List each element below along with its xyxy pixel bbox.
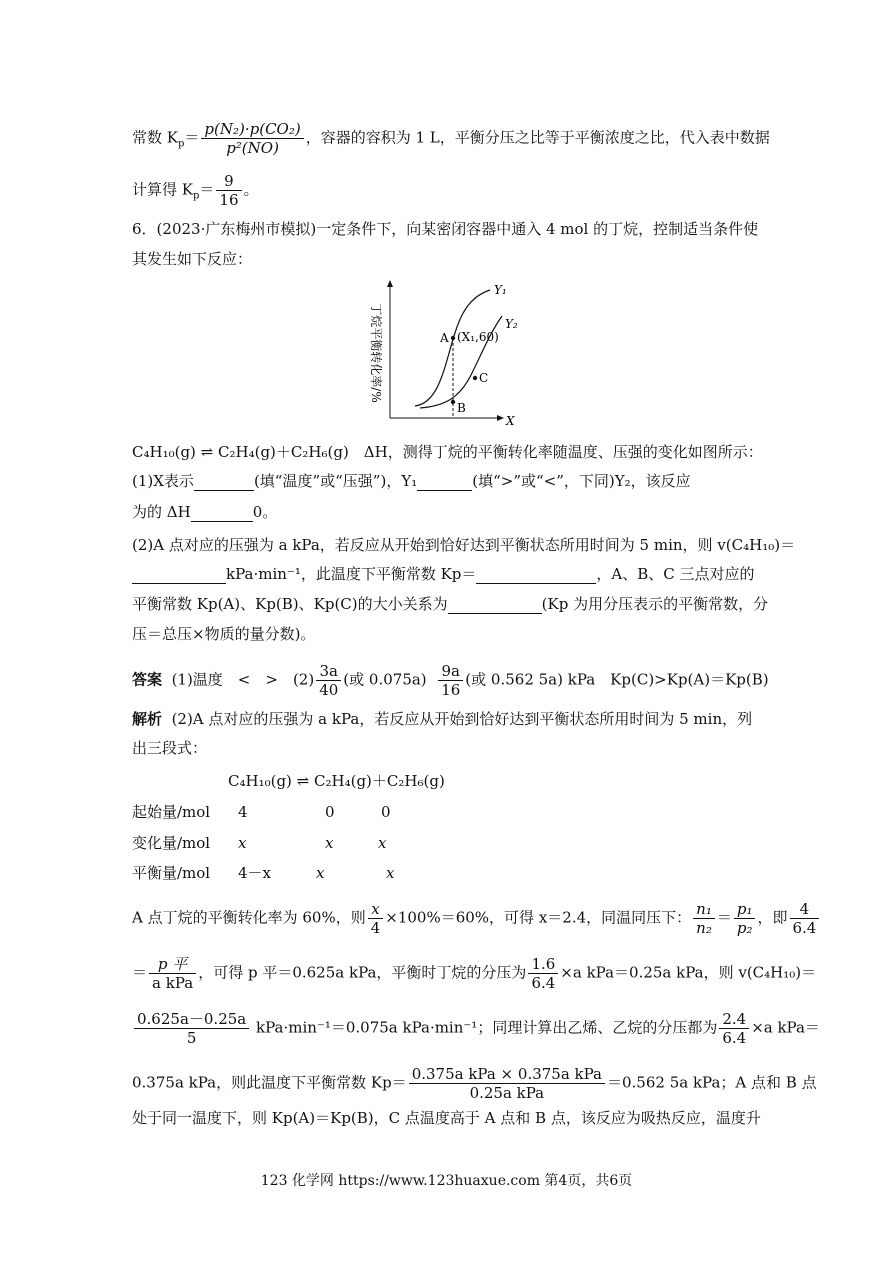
row-eq-c3: x	[386, 864, 395, 882]
blank-rate[interactable]	[132, 567, 226, 584]
answer-text-1: (1)温度 < > (2)	[171, 670, 315, 689]
analysis-l4-b: ，可得 p 平＝0.625a kPa，平衡时丁烷的分压为	[198, 963, 527, 982]
point-a-coord: (X₁,60)	[457, 330, 499, 344]
l5-frac-2	[719, 1010, 749, 1047]
l4-frac-1-num: p 平	[149, 955, 196, 974]
x-axis-arrow-icon	[497, 415, 504, 421]
analysis-line-1	[132, 709, 752, 729]
kp-result-sub: p	[192, 190, 200, 202]
curve-y2-label: Y₂	[505, 317, 518, 331]
blank-y1-y2[interactable]	[417, 474, 472, 491]
l4-frac-1-den: a kPa	[152, 974, 194, 992]
kp-result-fraction	[216, 172, 241, 209]
answer-line	[132, 662, 769, 699]
part-2-text-d: 平衡常数 Kp(A)、Kp(B)、Kp(C)的大小关系为	[132, 595, 448, 613]
part-1-line-2	[132, 502, 277, 522]
l5-frac-1	[134, 1010, 249, 1047]
answer-frac-2-num: 9a	[438, 662, 463, 681]
curve-y1-label: Y₁	[494, 283, 507, 297]
l4-frac-2-num: 1.6	[528, 955, 558, 974]
l4-frac-1	[149, 955, 196, 992]
page-footer: 123 化学网 https://www.123huaxue.com 第4页，共6页	[260, 1173, 633, 1189]
kp-result-den: 16	[219, 191, 239, 209]
row-start-c1: 4	[238, 803, 248, 821]
row-label: 变化量/mol	[132, 834, 211, 852]
analysis-line-7: 处于同一温度下，则 Kp(A)＝Kp(B)，C 点温度高于 A 点和 B 点，该反应为吸热反应，温度升	[132, 1109, 761, 1127]
kp-result-label: 计算得 K	[132, 180, 193, 199]
analysis-line-6	[132, 1065, 817, 1102]
l3-frac-4-den: 6.4	[792, 919, 817, 937]
analysis-text-1: (2)A 点对应的压强为 a kPa，若反应从开始到恰好达到平衡状态所用时间为 5 min，列	[171, 710, 753, 728]
point-b-label: B	[457, 401, 466, 415]
analysis-l5-b: ×a kPa＝	[751, 1018, 820, 1037]
l4-frac-2-den: 6.4	[531, 974, 556, 992]
part-1-text-e: 0。	[252, 503, 278, 521]
analysis-l3-d: ，即	[757, 908, 788, 927]
analysis-l6-b: ＝0.562 5a kPa；A 点和 B 点	[607, 1073, 817, 1092]
answer-frac-1	[316, 662, 341, 699]
part-2-text-b: kPa·min⁻¹，此温度下平衡常数 Kp＝	[226, 565, 477, 583]
table-row-equilibrium	[132, 863, 210, 883]
answer-text-2: (或 0.075a)	[343, 670, 427, 689]
kp-fraction	[201, 120, 303, 157]
row-change-c1: x	[238, 834, 247, 852]
analysis-l6-a: 0.375a kPa，则此温度下平衡常数 Kp＝	[132, 1073, 407, 1092]
kp-fraction-den: p²(NO)	[226, 139, 279, 157]
part-1-line-1	[132, 471, 691, 491]
l3-frac-3-den: p₂	[736, 919, 753, 937]
l3-frac-4	[790, 900, 820, 937]
intro-line-1: 常数 $K_p=$ $\frac{\text{p(N₂)·p(CO₂)}}{\text{p²(NO)}}$ ，容器的容积为 1 L，平衡分压之比等于平衡浓度之比，代入表中数据	[132, 120, 770, 157]
part-1-text-c: (填“>”或“<”，下同)Y₂，该反应	[472, 472, 691, 490]
analysis-line-4	[132, 955, 816, 992]
point-a	[451, 336, 455, 340]
answer-frac-1-den: 40	[319, 681, 339, 699]
l3-frac-4-num: 4	[790, 900, 820, 919]
l5-frac-2-den: 6.4	[722, 1029, 747, 1047]
row-start-c2: 0	[325, 803, 335, 821]
l6-frac	[409, 1065, 605, 1102]
blank-kp-order[interactable]	[448, 597, 542, 614]
l3-frac-2-den: n₂	[696, 919, 712, 937]
l3-frac-1	[368, 900, 384, 937]
blank-delta-h[interactable]	[191, 505, 253, 522]
analysis-l5-a: kPa·min⁻¹＝0.075a kPa·min⁻¹；同理计算出乙烯、乙烷的分压都为	[251, 1018, 718, 1037]
row-change-c2: x	[325, 834, 334, 852]
row-start-c3: 0	[381, 803, 391, 821]
l5-frac-1-den: 5	[186, 1029, 197, 1047]
analysis-l3-a: A 点丁烷的平衡转化率为 60%，则	[132, 908, 366, 927]
analysis-l4-a: ＝	[132, 963, 148, 982]
table-header: C₄H₁₀(g) ⇌ C₂H₄(g)＋C₂H₆(g)	[228, 772, 445, 790]
analysis-line-5	[132, 1010, 820, 1047]
intro-line-2-suffix: 。	[243, 180, 259, 199]
blank-x[interactable]	[194, 474, 254, 491]
row-eq-c1: 4－x	[238, 864, 272, 882]
analysis-label: 解析	[132, 710, 163, 728]
l4-frac-2	[528, 955, 558, 992]
answer-frac-2-den: 16	[441, 681, 461, 699]
analysis-line-3	[132, 900, 821, 937]
l5-frac-2-num: 2.4	[719, 1010, 749, 1029]
l3-frac-1-num: x	[368, 900, 384, 919]
l3-frac-2	[693, 900, 715, 937]
part-2-line-2	[132, 564, 755, 584]
row-label: 起始量/mol	[132, 803, 211, 821]
answer-frac-1-num: 3a	[316, 662, 341, 681]
question-6-line-2: 其发生如下反应：	[132, 250, 253, 268]
kp-sub: p	[177, 138, 185, 150]
l3-frac-2-num: n₁	[693, 900, 715, 919]
table-row-change	[132, 833, 210, 853]
answer-frac-2	[438, 662, 463, 699]
analysis-line-2: 出三段式：	[132, 739, 208, 757]
part-2-line-3	[132, 594, 768, 614]
part-2-text-c: ，A、B、C 三点对应的	[596, 565, 755, 583]
question-6-line-1: 6．(2023·广东梅州市模拟)一定条件下，向某密闭容器中通入 4 mol 的丁烷，控制适当条件使	[132, 220, 759, 238]
part-2-line-4: 压＝总压×物质的量分数)。	[132, 625, 316, 643]
l3-frac-3-num: p₁	[734, 900, 756, 919]
analysis-l3-b: ×100%＝60%，可得 x＝2.4，同温同压下：	[385, 908, 692, 927]
point-a-label: A	[440, 331, 449, 345]
part-2-text-e: (Kp 为用分压表示的平衡常数，分	[541, 595, 769, 613]
conversion-chart	[360, 278, 530, 428]
answer-label: 答案	[132, 670, 163, 689]
intro-line-1-suffix: ，容器的容积为 1 L，平衡分压之比等于平衡浓度之比，代入表中数据	[305, 128, 770, 147]
x-axis-label: X	[506, 414, 515, 428]
row-label: 平衡量/mol	[132, 864, 211, 882]
kp-label: 常数 K	[132, 128, 178, 147]
blank-kp[interactable]	[476, 567, 596, 584]
row-change-c3: x	[378, 834, 387, 852]
l6-frac-den: 0.25a kPa	[469, 1084, 545, 1102]
y-axis-arrow-icon	[387, 280, 393, 287]
point-c	[473, 376, 477, 380]
l3-frac-1-den: 4	[370, 919, 381, 937]
point-c-label: C	[479, 371, 489, 385]
l5-frac-1-num: 0.625a－0.25a	[134, 1010, 249, 1029]
part-1-text-b: (填“温度”或“压强”)，Y₁	[253, 472, 418, 490]
l6-frac-num: 0.375a kPa × 0.375a kPa	[409, 1065, 605, 1084]
analysis-l3-c: ＝	[716, 908, 732, 927]
y-axis-label: 丁烷平衡转化率/%	[369, 303, 383, 403]
part-1-text-d: 为的 ΔH	[132, 503, 191, 521]
kp-fraction-num: p(N₂)·p(CO₂)	[201, 120, 303, 139]
answer-text-3: (或 0.562 5a) kPa Kp(C)>Kp(A)＝Kp(B)	[465, 670, 769, 689]
part-1-text-a: (1)X表示	[132, 472, 194, 490]
analysis-l4-c: ×a kPa＝0.25a kPa，则 v(C₄H₁₀)＝	[560, 963, 817, 982]
kp-result-num: 9	[216, 172, 241, 191]
intro-line-2: 计算得 $K_p=$ $\frac{9}{16}$ 。	[132, 172, 259, 209]
l3-frac-3	[734, 900, 756, 937]
reaction-line: C₄H₁₀(g) ⇌ C₂H₄(g)＋C₂H₆(g) ΔH，测得丁烷的平衡转化率随温度、压强的变化如图所示：	[132, 443, 763, 461]
table-row-start	[132, 802, 210, 822]
row-eq-c2: x	[316, 864, 325, 882]
point-b	[451, 400, 455, 404]
part-2-line-1: (2)A 点对应的压强为 a kPa，若反应从开始到恰好达到平衡状态所用时间为 5 min，则 v(C₄H₁₀)＝	[132, 536, 796, 554]
